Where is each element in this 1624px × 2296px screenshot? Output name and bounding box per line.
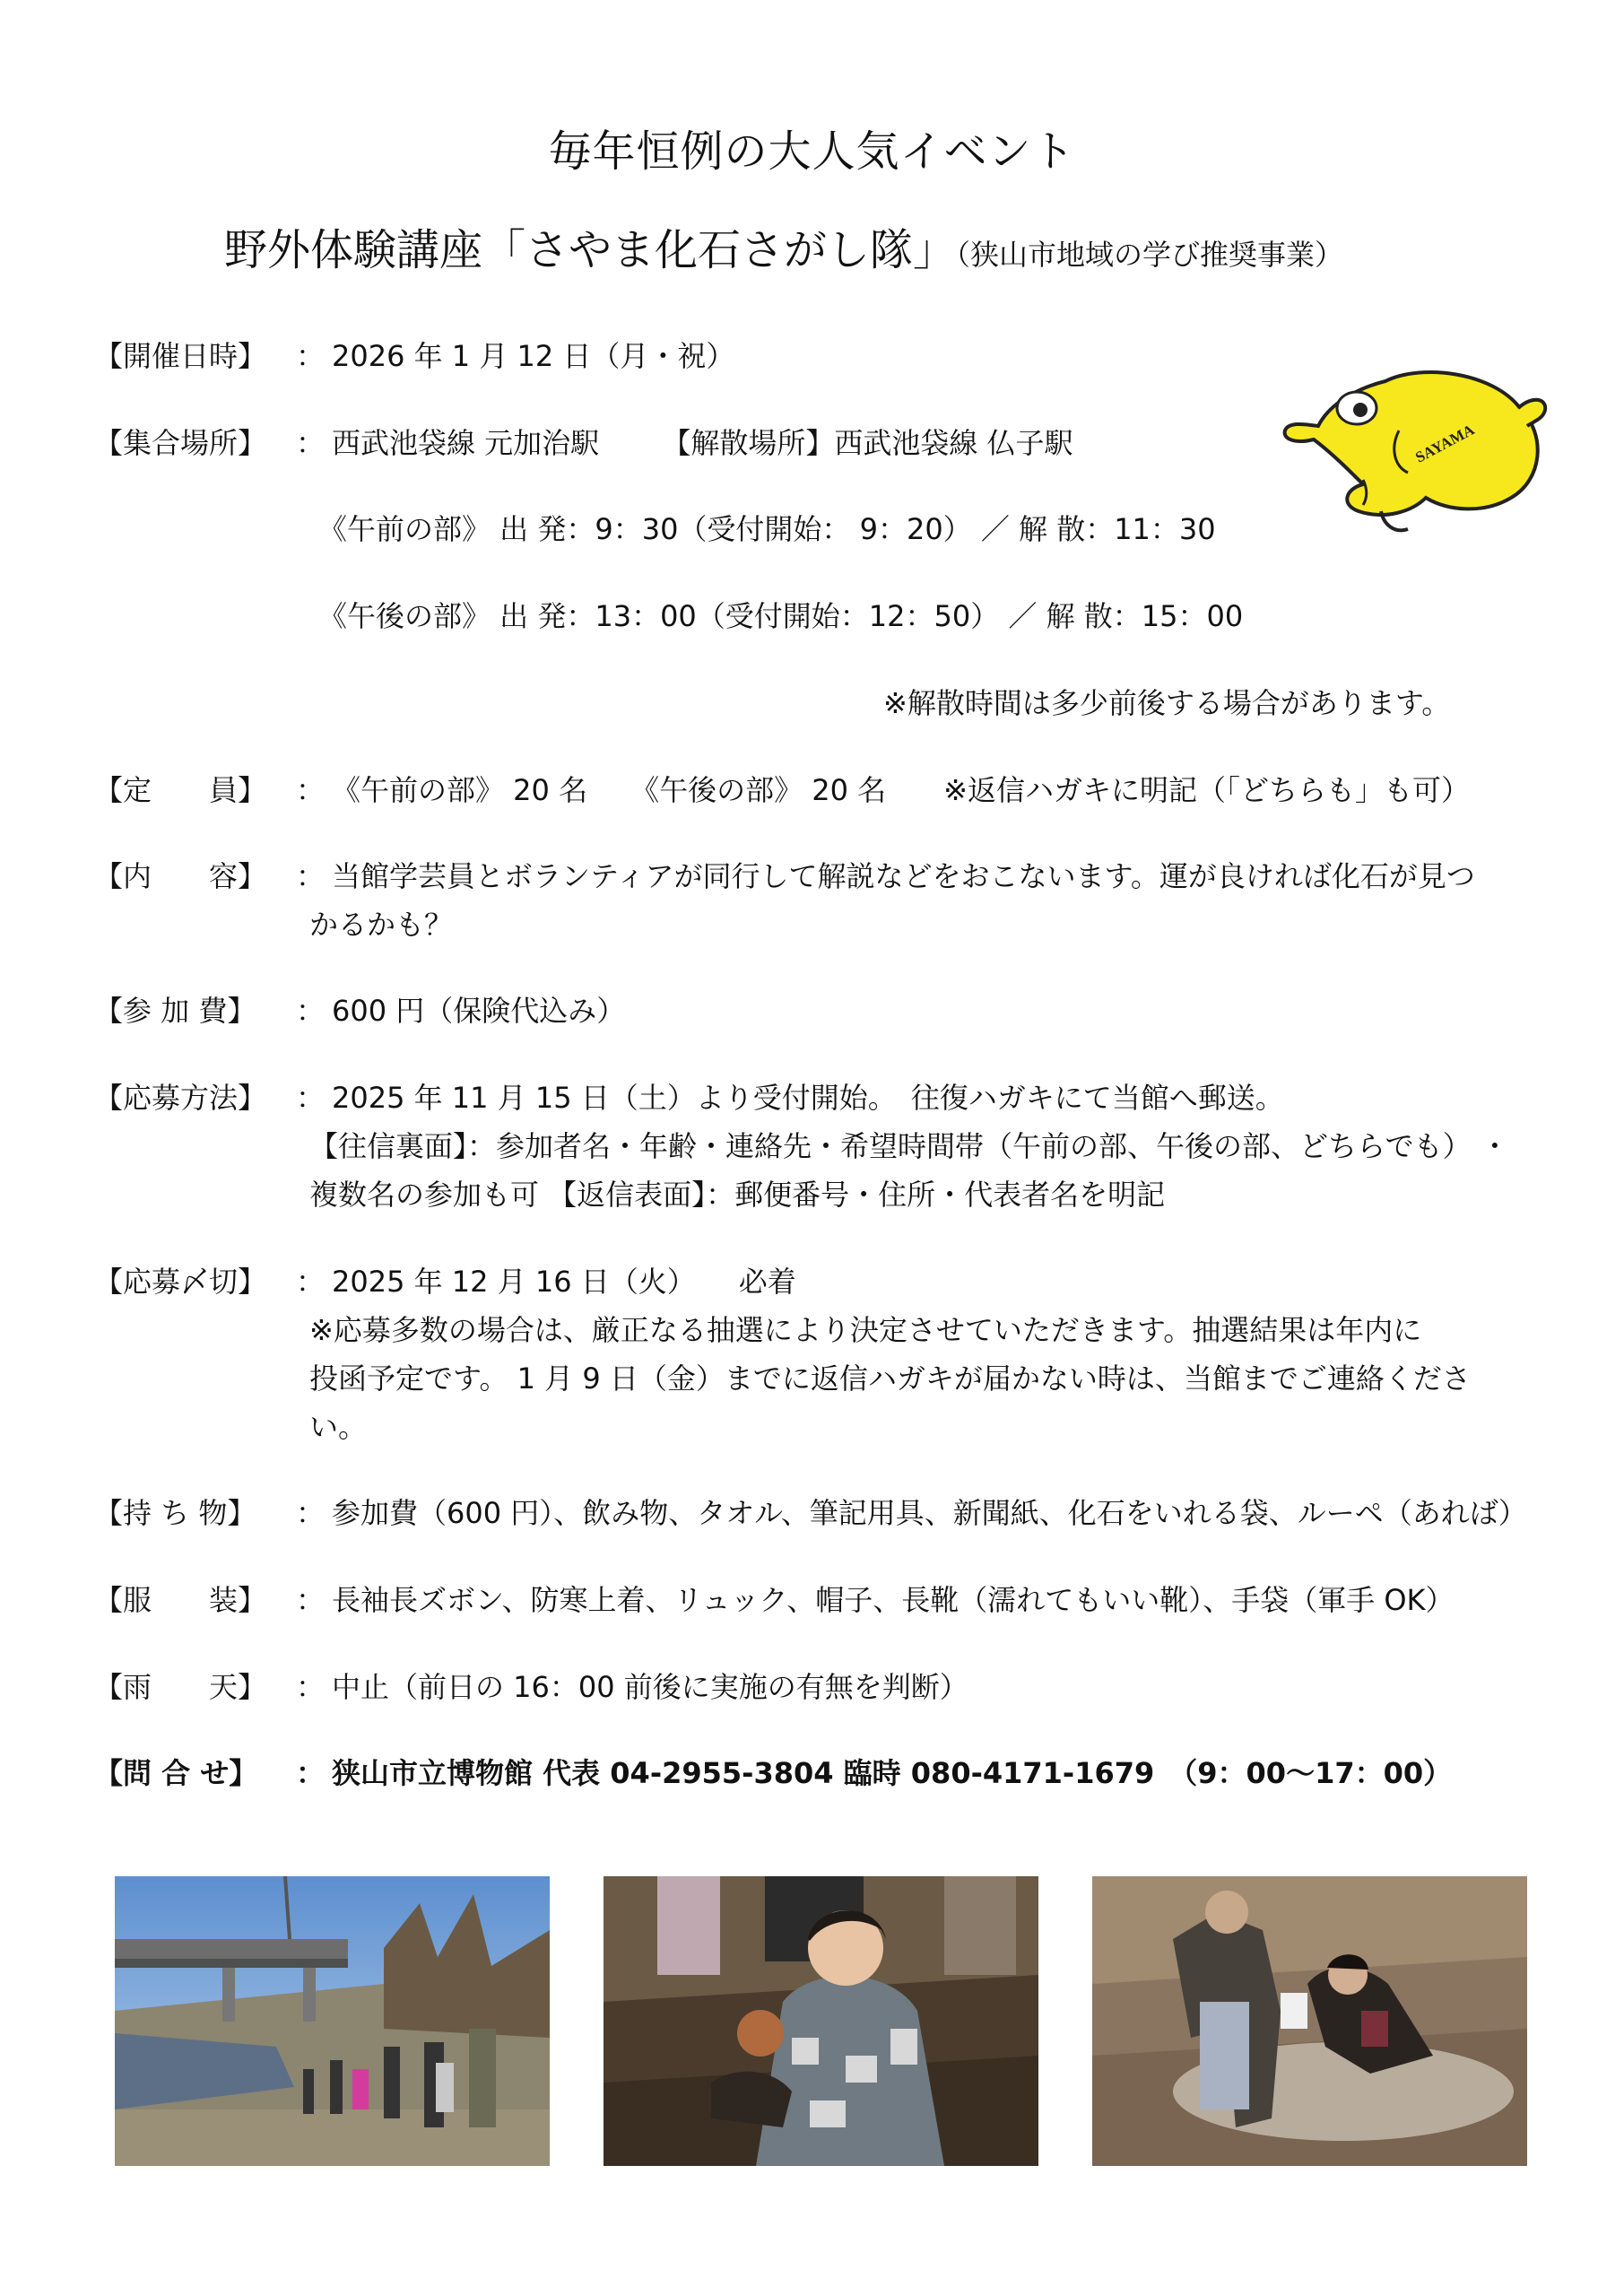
contact-label: 【問 合 せ】 [94,1756,258,1790]
content-line1: 当館学芸員とボランティアが同行して解説などをおこないます。運が良ければ化石が見つ [332,859,1475,893]
fee-label: 【参 加 費】 [94,994,256,1028]
rain-value: 中止（前日の 16：00 前後に実施の有無を判断） [332,1670,968,1704]
row-date [94,332,734,380]
dismiss-value: 西武池袋線 仏子駅 [834,426,1073,460]
deadline-label: 【応募〆切】 [94,1265,267,1299]
deadline-line2: ※応募多数の場合は、厳正なる抽選により決定させていただきます。抽選結果は年内に [309,1313,1422,1347]
deadline-line4: い。 [309,1410,368,1444]
apply-line1: 2025 年 11 月 15 日（土）より受付開始。 往復ハガキにて当館へ郵送。 [332,1081,1284,1115]
row-clothing [94,1576,1455,1624]
contact-colon: ： [296,1756,326,1790]
content-colon: ： [296,859,326,893]
items-label: 【持 ち 物】 [94,1496,256,1530]
row-capacity [94,766,1470,814]
row-content [94,852,1475,900]
content-label: 【内 容】 [94,859,267,893]
fee-value: 600 円（保険代込み） [332,994,626,1028]
meeting-colon: ： [296,426,326,460]
row-deadline [94,1257,796,1306]
capacity-value: 《午前の部》 20 名 《午後の部》 20 名 ※返信ハガキに明記（「どちらも」も可） [332,773,1470,807]
fee-colon: ： [296,994,326,1028]
content-line2: かるかも？ [309,908,454,942]
row-fee [94,987,625,1035]
photo-riverside-walk [115,1876,550,2166]
sayama-mascot-icon [1278,354,1556,543]
rain-colon: ： [296,1670,326,1704]
date-colon: ： [296,339,326,373]
clothing-value: 長袖長ズボン、防寒上着、リュック、帽子、長靴（濡れてもいい靴）、手袋（軍手 OK） [332,1583,1455,1617]
deadline-line1: 2025 年 12 月 16 日（火） 必着 [332,1265,796,1299]
mascot-text: SAYAMA [1412,421,1478,466]
capacity-colon: ： [296,773,326,807]
row-items [94,1489,1527,1537]
photo-child-fossil [604,1876,1038,2166]
apply-line3: 複数名の参加も可 【返信表面】：郵便番号・住所・代表者名を明記 [309,1178,1166,1212]
event-title [224,215,1343,277]
dismiss-label: 【解散場所】 [662,426,835,460]
row-contact [94,1749,1452,1797]
page-title: 毎年恒例の大人気イベント [548,126,1076,177]
apply-label: 【応募方法】 [94,1081,267,1115]
contact-value: 狭山市立博物館 代表 04-2955-3804 臨時 080-4171-1679 （9：00～17：00） [332,1756,1453,1790]
schedule-pm: 《午後の部》 出 発：13：00（受付開始：12：50） ／ 解 散：15：00 [318,599,1244,633]
photo-adults-digging [1092,1876,1527,2166]
items-value: 参加費（600 円）、飲み物、タオル、筆記用具、新聞紙、化石をいれる袋、ルーペ（あれば） [332,1496,1527,1530]
meeting-label: 【集合場所】 [94,426,267,460]
dismiss-note: ※解散時間は多少前後する場合があります。 [883,686,1451,720]
rain-label: 【雨 天】 [94,1670,267,1704]
meeting-value: 西武池袋線 元加治駅 [332,426,600,460]
items-colon: ： [296,1496,326,1530]
row-rain [94,1663,968,1711]
date-label: 【開催日時】 [94,339,267,373]
schedule-am: 《午前の部》 出 発：9：30（受付開始： 9：20） ／ 解 散：11：30 [318,512,1216,546]
date-value: 2026 年 1 月 12 日（月・祝） [332,339,735,373]
deadline-colon: ： [296,1265,326,1299]
clothing-label: 【服 装】 [94,1583,267,1617]
row-meeting [94,419,1073,467]
apply-colon: ： [296,1081,326,1115]
apply-line2: 【往信裏面】：参加者名・年齢・連絡先・希望時間帯（午前の部、午後の部、どちらでも） ・ [309,1129,1509,1163]
row-apply [94,1074,1284,1122]
clothing-colon: ： [296,1583,326,1617]
deadline-line3: 投函予定です。 1 月 9 日（金）までに返信ハガキが届かない時は、当館までご連絡くださ [309,1361,1471,1396]
capacity-label: 【定 員】 [94,773,267,807]
event-title-note: （狭山市地域の学び推奨事業） [956,238,1344,272]
event-title-main: 野外体験講座「さやま化石さがし隊」 [224,225,957,275]
